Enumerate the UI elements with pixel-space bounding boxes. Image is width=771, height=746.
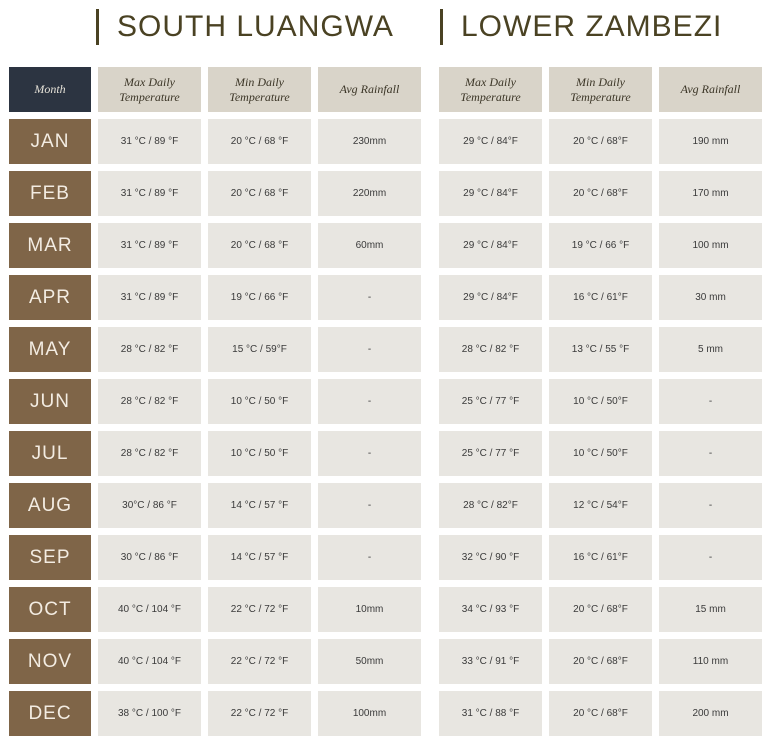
lz-min-temp: 10 °C / 50°F: [549, 431, 652, 476]
sl-min-temp: 20 °C / 68 °F: [208, 223, 311, 268]
sl-max-temp: 38 °C / 100 °F: [98, 691, 201, 736]
month-label: SEP: [9, 535, 91, 580]
sl-min-temp: 14 °C / 57 °F: [208, 535, 311, 580]
title-divider: [440, 9, 443, 45]
header-line: Temperature: [570, 89, 631, 104]
sl-max-temp: 31 °C / 89 °F: [98, 275, 201, 320]
lz-min-temp: 20 °C / 68°F: [549, 119, 652, 164]
sl-max-temp: 28 °C / 82 °F: [98, 431, 201, 476]
sl-min-temp: 10 °C / 50 °F: [208, 379, 311, 424]
sl-rainfall: 220mm: [318, 171, 421, 216]
title-divider: [96, 9, 99, 45]
month-label: OCT: [9, 587, 91, 632]
lz-max-temp: 32 °C / 90 °F: [439, 535, 542, 580]
lz-min-temp: 20 °C / 68°F: [549, 691, 652, 736]
region-name: LOWER ZAMBEZI: [461, 10, 723, 43]
sl-min-temp: 20 °C / 68 °F: [208, 171, 311, 216]
sl-min-temp: 15 °C / 59°F: [208, 327, 311, 372]
sl-rainfall: 10mm: [318, 587, 421, 632]
sl-min-temp: 14 °C / 57 °F: [208, 483, 311, 528]
lz-max-temp: 33 °C / 91 °F: [439, 639, 542, 684]
header-line: Temperature: [460, 89, 521, 104]
lz-min-temp: 19 °C / 66 °F: [549, 223, 652, 268]
lz-rainfall: -: [659, 379, 762, 424]
lz-min-temp: 20 °C / 68°F: [549, 171, 652, 216]
sl-max-temp: 31 °C / 89 °F: [98, 119, 201, 164]
sl-max-temp: 31 °C / 89 °F: [98, 171, 201, 216]
month-label: JUN: [9, 379, 91, 424]
lz-rainfall: 30 mm: [659, 275, 762, 320]
sl-max-temp: 30 °C / 86 °F: [98, 535, 201, 580]
lz-min-temp: 16 °C / 61°F: [549, 275, 652, 320]
sl-rainfall: -: [318, 535, 421, 580]
header-line: Max Daily: [124, 74, 175, 89]
sl-max-temp: 40 °C / 104 °F: [98, 639, 201, 684]
region-title-lower-zambezi: [440, 8, 722, 46]
month-label: MAY: [9, 327, 91, 372]
lz-max-temp: 31 °C / 88 °F: [439, 691, 542, 736]
lz-rainfall: -: [659, 535, 762, 580]
header-min-temp: [549, 67, 652, 112]
sl-min-temp: 22 °C / 72 °F: [208, 587, 311, 632]
sl-min-temp: 10 °C / 50 °F: [208, 431, 311, 476]
region-title-south-luangwa: [96, 8, 394, 46]
sl-min-temp: 20 °C / 68 °F: [208, 119, 311, 164]
lz-max-temp: 29 °C / 84°F: [439, 223, 542, 268]
lz-rainfall: 110 mm: [659, 639, 762, 684]
sl-min-temp: 22 °C / 72 °F: [208, 691, 311, 736]
lz-max-temp: 28 °C / 82 °F: [439, 327, 542, 372]
lz-min-temp: 20 °C / 68°F: [549, 639, 652, 684]
lz-rainfall: 5 mm: [659, 327, 762, 372]
region-name: SOUTH LUANGWA: [117, 10, 394, 43]
lz-min-temp: 10 °C / 50°F: [549, 379, 652, 424]
lz-rainfall: -: [659, 483, 762, 528]
lz-max-temp: 34 °C / 93 °F: [439, 587, 542, 632]
sl-rainfall: -: [318, 327, 421, 372]
header-max-temp: [98, 67, 201, 112]
lz-min-temp: 16 °C / 61°F: [549, 535, 652, 580]
lz-rainfall: 15 mm: [659, 587, 762, 632]
header-line: Min Daily: [235, 74, 284, 89]
sl-rainfall: -: [318, 379, 421, 424]
header-month: Month: [9, 67, 91, 112]
lz-max-temp: 25 °C / 77 °F: [439, 431, 542, 476]
sl-max-temp: 31 °C / 89 °F: [98, 223, 201, 268]
lz-max-temp: 28 °C / 82°F: [439, 483, 542, 528]
header-max-temp: [439, 67, 542, 112]
sl-min-temp: 22 °C / 72 °F: [208, 639, 311, 684]
sl-rainfall: 50mm: [318, 639, 421, 684]
lz-min-temp: 20 °C / 68°F: [549, 587, 652, 632]
header-line: Min Daily: [576, 74, 625, 89]
sl-rainfall: -: [318, 275, 421, 320]
month-label: AUG: [9, 483, 91, 528]
header-line: Max Daily: [465, 74, 516, 89]
header-avg-rainfall: Avg Rainfall: [318, 67, 421, 112]
sl-rainfall: -: [318, 431, 421, 476]
month-label: JUL: [9, 431, 91, 476]
header-line: Temperature: [229, 89, 290, 104]
lz-max-temp: 29 °C / 84°F: [439, 171, 542, 216]
lz-rainfall: 100 mm: [659, 223, 762, 268]
month-label: MAR: [9, 223, 91, 268]
sl-min-temp: 19 °C / 66 °F: [208, 275, 311, 320]
lz-rainfall: 190 mm: [659, 119, 762, 164]
lz-max-temp: 25 °C / 77 °F: [439, 379, 542, 424]
lz-min-temp: 12 °C / 54°F: [549, 483, 652, 528]
month-label: DEC: [9, 691, 91, 736]
lz-max-temp: 29 °C / 84°F: [439, 119, 542, 164]
lz-rainfall: 200 mm: [659, 691, 762, 736]
month-label: NOV: [9, 639, 91, 684]
sl-rainfall: 100mm: [318, 691, 421, 736]
sl-max-temp: 40 °C / 104 °F: [98, 587, 201, 632]
month-label: JAN: [9, 119, 91, 164]
header-min-temp: [208, 67, 311, 112]
lz-rainfall: 170 mm: [659, 171, 762, 216]
sl-rainfall: 230mm: [318, 119, 421, 164]
lz-min-temp: 13 °C / 55 °F: [549, 327, 652, 372]
lz-max-temp: 29 °C / 84°F: [439, 275, 542, 320]
sl-max-temp: 28 °C / 82 °F: [98, 379, 201, 424]
month-label: FEB: [9, 171, 91, 216]
sl-max-temp: 30°C / 86 °F: [98, 483, 201, 528]
month-label: APR: [9, 275, 91, 320]
sl-rainfall: -: [318, 483, 421, 528]
lz-rainfall: -: [659, 431, 762, 476]
sl-max-temp: 28 °C / 82 °F: [98, 327, 201, 372]
sl-rainfall: 60mm: [318, 223, 421, 268]
header-line: Temperature: [119, 89, 180, 104]
header-avg-rainfall: Avg Rainfall: [659, 67, 762, 112]
